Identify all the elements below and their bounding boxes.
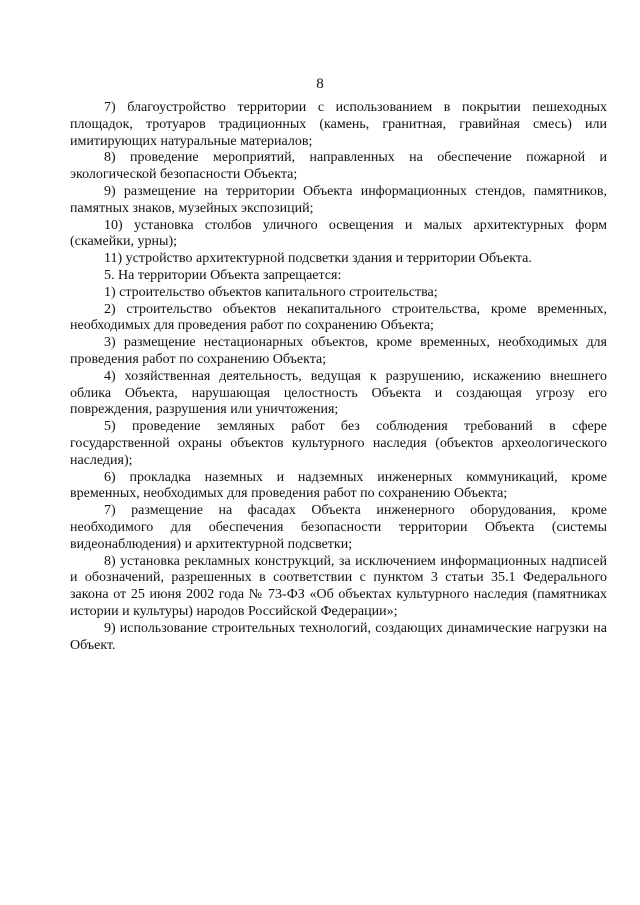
document-body xyxy=(70,100,607,654)
prohibited-item-1: 1) строительство объектов капитального строительства; xyxy=(104,284,438,300)
page-number: 8 xyxy=(316,76,324,92)
section-5-heading: 5. На территории Объекта запрещается: xyxy=(104,267,342,283)
prohibited-item-8: 8) установка рекламных конструкций, за исключением информационных надписей и обозначений, разрешенных в соответствии с пунктом 3 статьи 35.1 Федерального закона от 25 июня 2002 года № 73-ФЗ «Об объектах культурного наследия (памятниках истории и культуры) народов Российской Федерации»; xyxy=(70,553,607,619)
paragraph-item-9-info-stands: 9) размещение на территории Объекта информационных стендов, памятников, памятных знаков, музейных экспозиций; xyxy=(70,183,607,216)
paragraph-item-10-street-lighting: 10) установка столбов уличного освещения и малых архитектурных форм (скамейки, урны); xyxy=(70,217,607,250)
prohibited-item-7: 7) размещение на фасадах Объекта инженерного оборудования, кроме необходимого для обеспечения безопасности территории Объекта (системы видеонаблюдения) и архитектурной подсветки; xyxy=(70,503,607,552)
prohibited-item-6: 6) прокладка наземных и надземных инженерных коммуникаций, кроме временных, необходимых для проведения работ по сохранению Объекта; xyxy=(70,469,607,502)
prohibited-item-4: 4) хозяйственная деятельность, ведущая к разрушению, искажению внешнего облика Объекта, нарушающая целостность Объекта и создающая угрозу его повреждения, разрушения или уничтожения; xyxy=(70,368,607,418)
prohibited-item-5: 5) проведение земляных работ без соблюдения требований в сфере государственной охраны объектов культурного наследия (объектов археологического наследия); xyxy=(70,419,607,468)
paragraph-item-8-fire-safety: 8) проведение мероприятий, направленных на обеспечение пожарной и экологической безопасности Объекта; xyxy=(70,150,607,183)
prohibited-item-9: 9) использование строительных технологий, создающих динамические нагрузки на Объект. xyxy=(70,620,607,653)
paragraph-item-7-landscaping: 7) благоустройство территории с использованием в покрытии пешеходных площадок, тротуаров традиционных (камень, гранитная, гравийная смесь) или имитирующих натуральные материалов; xyxy=(70,100,607,149)
paragraph-item-11-architectural-lighting: 11) устройство архитектурной подсветки здания и территории Объекта. xyxy=(104,251,532,267)
prohibited-item-3: 3) размещение нестационарных объектов, кроме временных, необходимых для проведения работ по сохранению Объекта; xyxy=(70,335,607,367)
prohibited-item-2: 2) строительство объектов некапитального строительства, кроме временных, необходимых для проведения работ по сохранению Объекта; xyxy=(70,301,607,334)
